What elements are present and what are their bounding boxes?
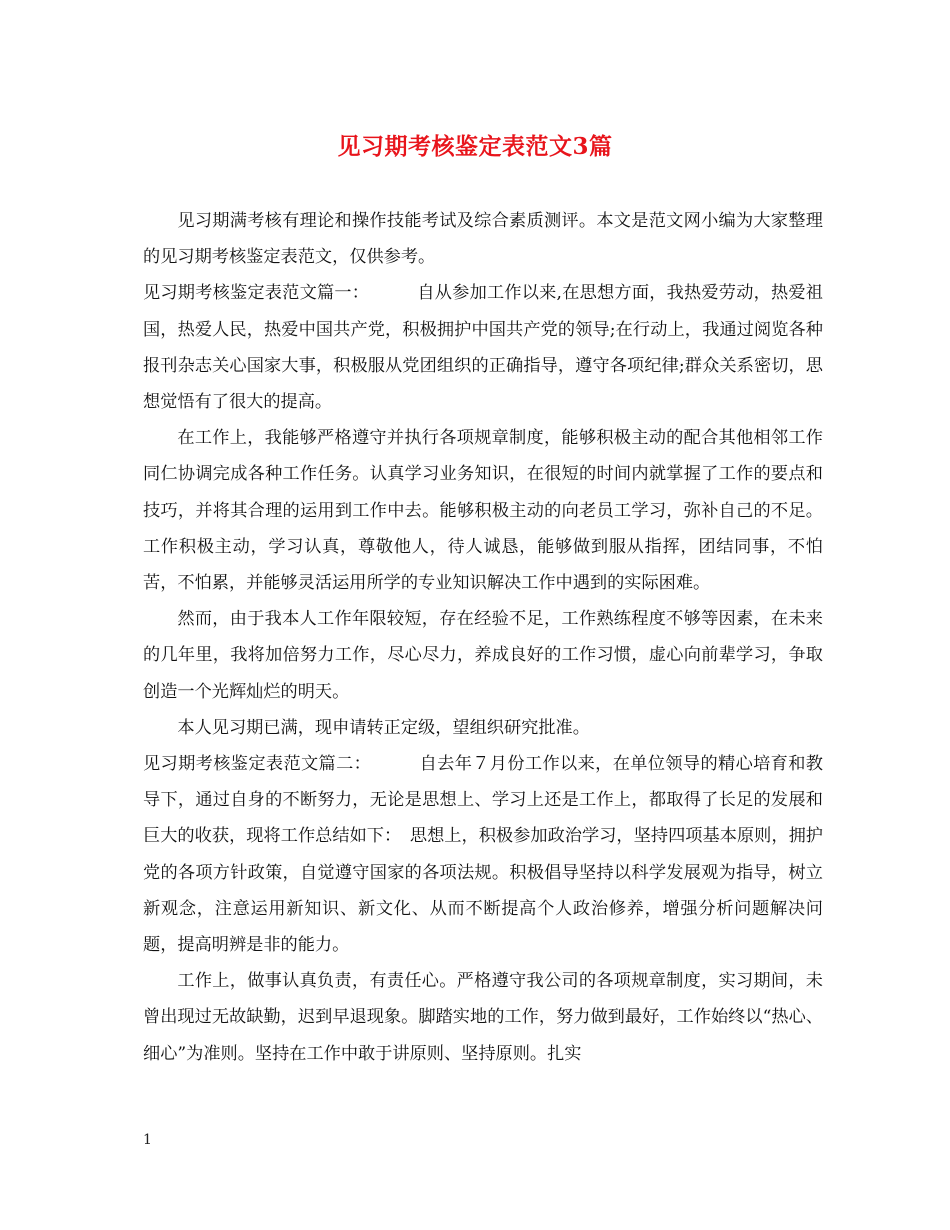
section-2-first-paragraph xyxy=(143,746,823,963)
page-title: 见习期考核鉴定表范文3篇 xyxy=(337,133,613,160)
section-2-heading: 见习期考核鉴定表范文篇二： xyxy=(143,754,372,775)
intro-paragraph: 见习期满考核有理论和操作技能考试及综合素质测评。本文是范文网小编为大家整理的见习期考核鉴定表范文，仅供参考。 xyxy=(143,211,823,268)
section-1-lead-text: 自从参加工作以来,在思想方面，我热爱劳动，热爱祖国，热爱人民，热爱中国共产党，积极拥护中国共产党的领导;在行动上，我通过阅览各种报刊杂志关心国家大事，积极服从党团组织的正确指导，遵守各项纪律;群众关系密切，思想觉悟有了很大的提高。 xyxy=(143,283,823,413)
section-1-first-paragraph xyxy=(143,275,823,420)
section-1-paragraph-3: 然而，由于我本人工作年限较短，存在经验不足，工作熟练程度不够等因素，在未来的几年里，我将加倍努力工作，尽心尽力，养成良好的工作习惯，虚心向前辈学习，争取创造一个光辉灿烂的明天。 xyxy=(143,609,823,702)
document-body xyxy=(143,203,823,1072)
section-1-heading: 见习期考核鉴定表范文篇一： xyxy=(143,283,370,304)
section-1-paragraph-4: 本人见习期已满，现申请转正定级，望组织研究批准。 xyxy=(177,717,590,738)
page-number: 1 xyxy=(143,1132,152,1148)
section-2-paragraph-2: 工作上，做事认真负责，有责任心。严格遵守我公司的各项规章制度，实习期间，未曾出现过无故缺勤，迟到早退现象。脚踏实地的工作，努力做到最好，工作始终以“热心、细心”为准则。坚持在工作中敢于讲原则、坚持原则。扎实 xyxy=(143,971,823,1064)
section-2-lead-text: 自去年７月份工作以来，在单位领导的精心培育和教导下，通过自身的不断努力，无论是思想上、学习上还是工作上，都取得了长足的发展和巨大的收获，现将工作总结如下： 思想上，积极参加政治学习，坚持四项基本原则，拥护党的各项方针政策，自觉遵守国家的各项法规。积极倡导坚持以科学发展观为指导，树立新观念，注意运用新知识、新文化、从而不断提高个人政治修养，增强分析问题解决问题，提高明辨是非的能力。 xyxy=(143,754,823,956)
section-1-paragraph-2: 在工作上，我能够严格遵守并执行各项规章制度，能够积极主动的配合其他相邻工作同仁协调完成各种工作任务。认真学习业务知识，在很短的时间内就掌握了工作的要点和技巧，并将其合理的运用到工作中去。能够积极主动的向老员工学习，弥补自己的不足。工作积极主动，学习认真，尊敬他人，待人诚恳，能够做到服从指挥，团结同事，不怕苦，不怕累，并能够灵活运用所学的专业知识解决工作中遇到的实际困难。 xyxy=(143,428,823,594)
